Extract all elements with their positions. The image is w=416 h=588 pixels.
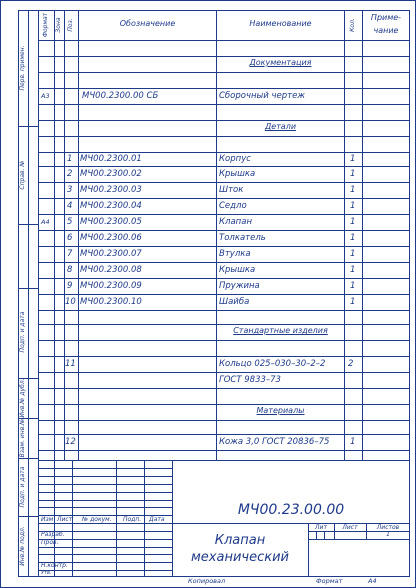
row-line: [38, 230, 410, 231]
title-row-line: [38, 500, 172, 501]
side-div-3: [18, 288, 38, 289]
header-pos: Поз.: [67, 18, 74, 32]
tb-approved: Утв.: [41, 570, 52, 576]
title-col-line: [54, 460, 55, 576]
part-pos: 4: [67, 201, 73, 211]
frame-top: [0, 0, 416, 1]
side-label-dupl-inv: Инв.№ дубл.: [19, 378, 26, 418]
title-row-line: [38, 554, 172, 555]
part-designation: МЧ00.2300.09: [80, 281, 142, 291]
title-row-line: [38, 476, 172, 477]
inner-frame-top: [38, 10, 410, 11]
footer-copied: Копировал: [188, 577, 226, 585]
part-qty: 1: [350, 154, 356, 164]
section-parts: Детали: [264, 122, 297, 131]
title-row-line: [38, 547, 172, 548]
tb-sheets-label: Листов: [376, 524, 400, 531]
part-pos: 9: [67, 281, 73, 291]
header-note-line2: чание: [373, 26, 399, 35]
standard-qty: 2: [348, 359, 354, 369]
inner-frame-right: [409, 10, 410, 576]
row-line: [38, 56, 410, 57]
row-line: [38, 88, 410, 89]
lit-cell: [324, 531, 325, 539]
title-row-line: [38, 570, 172, 571]
part-designation: МЧ00.2300.04: [80, 201, 142, 211]
header-bottom: [38, 40, 410, 41]
tb-col-date: Дата: [149, 516, 165, 523]
row-line: [38, 246, 410, 247]
row-line: [38, 214, 410, 215]
row-line: [38, 262, 410, 263]
side-label-replaced-inv: Взам. инв.№: [19, 418, 26, 458]
part-name: Крышка: [219, 169, 256, 179]
tb-sheets-value: 1: [386, 531, 390, 538]
side-strip-top: [18, 10, 38, 11]
side-label-first-use: Перв. примен.: [19, 45, 26, 91]
part-pos: 6: [67, 233, 73, 243]
row-line: [38, 420, 410, 421]
row-line: [38, 278, 410, 279]
side-label-sign-date-2: Подп. и дата: [19, 466, 26, 508]
part-pos: 10: [65, 297, 76, 307]
col-line-note: [362, 10, 363, 460]
standard-pos: 11: [65, 359, 76, 369]
part-qty: 1: [350, 185, 356, 195]
part-qty: 1: [350, 201, 356, 211]
doc-format: А3: [41, 92, 50, 100]
col-line-qty: [344, 10, 345, 460]
part-name: Пружина: [219, 281, 260, 291]
row-line: [38, 72, 410, 73]
title-block-top: [38, 460, 410, 461]
col-line-zone: [54, 10, 55, 460]
title-row-line: [38, 484, 172, 485]
part-qty: 1: [350, 281, 356, 291]
header-qty: Кол.: [349, 18, 356, 32]
row-line: [38, 340, 410, 341]
part-name: Шток: [219, 185, 244, 195]
lit-cell: [316, 531, 317, 539]
part-pos: 5: [67, 217, 73, 227]
title-col-line: [116, 460, 117, 576]
standard-name-line2: ГОСТ 9833–73: [219, 375, 281, 385]
part-name: Крышка: [219, 265, 256, 275]
tb-col-sign: Подп.: [123, 516, 142, 523]
side-label-orig-inv: Инв.№ подл.: [19, 526, 26, 566]
row-line: [38, 152, 410, 153]
header-format: Формат: [42, 12, 49, 38]
part-name: Клапан: [219, 217, 252, 227]
section-standard: Стандартные изделия: [233, 326, 328, 335]
tb-sheet-label: Лист: [342, 524, 358, 531]
part-pos: 8: [67, 265, 73, 275]
row-line: [38, 388, 410, 389]
title-line-2: механический: [191, 550, 289, 565]
part-pos: 1: [67, 154, 73, 164]
part-name: Шайба: [219, 297, 250, 307]
col-line-name: [216, 10, 217, 460]
tb-norm-control: Н.контр.: [41, 562, 68, 569]
header-designation: Обозначение: [119, 19, 176, 28]
title-row-line: [38, 507, 172, 508]
tb-checked: Пров.: [41, 539, 59, 546]
doc-code: МЧ00.23.00.00: [237, 502, 345, 518]
part-format: А4: [41, 218, 50, 226]
part-pos: 3: [67, 185, 73, 195]
row-line: [38, 166, 410, 167]
title-row-line: [38, 492, 172, 493]
part-name: Толкатель: [219, 233, 266, 243]
part-designation: МЧ00.2300.07: [80, 249, 142, 259]
side-div-6: [18, 458, 38, 459]
part-name: Втулка: [219, 249, 251, 259]
part-designation: МЧ00.2300.08: [80, 265, 142, 275]
section-documentation: Документация: [249, 58, 312, 67]
side-div-2: [18, 224, 38, 225]
row-line: [38, 104, 410, 105]
part-qty: 1: [350, 169, 356, 179]
part-qty: 1: [350, 217, 356, 227]
tb-developed: Разраб.: [41, 531, 65, 538]
material-qty: 1: [350, 437, 356, 447]
lit-value-bottom: [308, 539, 410, 540]
frame-left: [0, 0, 1, 588]
doc-name: Сборочный чертеж: [219, 91, 305, 101]
row-line: [38, 120, 410, 121]
part-designation: МЧ00.2300.05: [80, 217, 142, 227]
part-pos: 7: [67, 249, 73, 259]
side-div-7: [18, 516, 38, 517]
title-row-line: [38, 468, 172, 469]
code-field-bottom: [172, 523, 410, 524]
row-line: [38, 136, 410, 137]
row-line: [38, 198, 410, 199]
header-note-line1: Приме-: [370, 13, 402, 22]
side-div-1: [18, 126, 38, 127]
part-designation: МЧ00.2300.01: [80, 154, 142, 164]
section-materials: Материалы: [256, 406, 305, 415]
part-qty: 1: [350, 265, 356, 275]
side-label-sign-date-1: Подп. и дата: [19, 311, 26, 353]
side-label-ref-no: Справ. №: [19, 160, 26, 190]
part-name: Седло: [219, 201, 247, 211]
row-line: [38, 324, 410, 325]
part-designation: МЧ00.2300.10: [80, 297, 142, 307]
title-col-line: [144, 460, 145, 576]
footer-format-value: А4: [368, 577, 377, 585]
title-line-1: Клапан: [214, 533, 266, 548]
material-pos: 12: [65, 437, 76, 447]
header-name: Наименование: [249, 19, 312, 28]
doc-designation: МЧ00.2300.00 СБ: [82, 91, 159, 101]
row-line: [38, 372, 410, 373]
row-line: [38, 404, 410, 405]
tb-col-change: Изм: [41, 516, 54, 523]
part-pos: 2: [67, 169, 73, 179]
material-name: Кожа 3,0 ГОСТ 20836–75: [219, 437, 330, 447]
row-line: [38, 182, 410, 183]
standard-name-line1: Кольцо 025–030–30–2–2: [219, 359, 326, 369]
row-line: [38, 434, 410, 435]
footer-format: Формат: [316, 577, 343, 585]
part-qty: 1: [350, 233, 356, 243]
col-line-designation: [78, 10, 79, 460]
part-name: Корпус: [219, 154, 251, 164]
part-designation: МЧ00.2300.06: [80, 233, 142, 243]
tb-col-doc-no: № докум.: [82, 516, 112, 523]
row-line: [38, 356, 410, 357]
title-row-line: [38, 523, 172, 524]
side-strip-mid: [28, 10, 29, 576]
row-line: [38, 450, 410, 451]
header-zone: Зона: [55, 17, 62, 33]
row-line: [38, 294, 410, 295]
part-designation: МЧ00.2300.03: [80, 185, 142, 195]
tb-col-sheet: Лист: [57, 516, 73, 523]
row-line: [38, 310, 410, 311]
tb-lit-label: Лит: [315, 524, 327, 531]
col-line-pos: [64, 10, 65, 460]
part-qty: 1: [350, 249, 356, 259]
part-qty: 1: [350, 297, 356, 307]
part-designation: МЧ00.2300.02: [80, 169, 142, 179]
